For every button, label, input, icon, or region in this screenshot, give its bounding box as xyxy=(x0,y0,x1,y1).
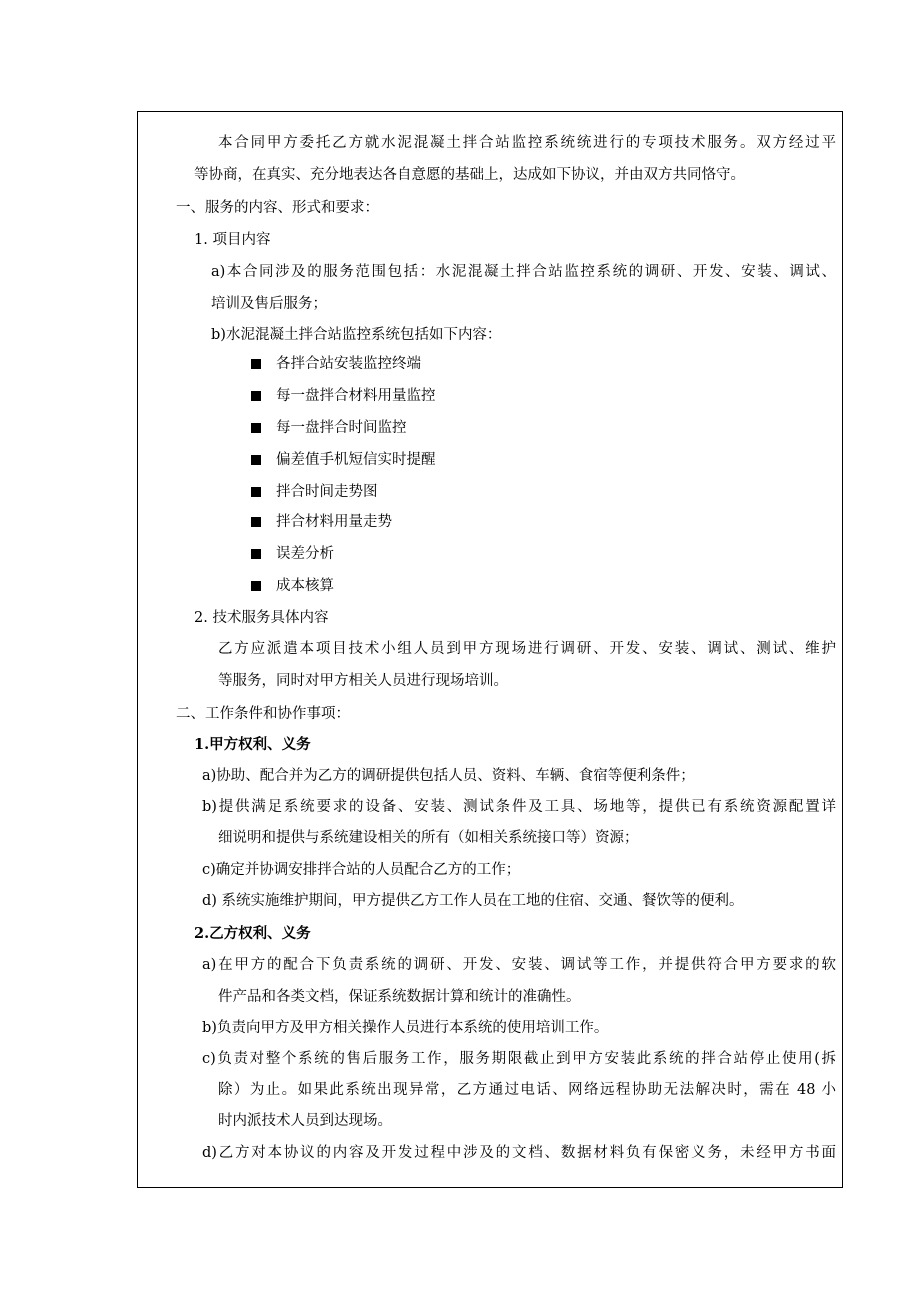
party-b-item-a-line-1: a)在甲方的配合下负责系统的调研、开发、安装、调试等工作，并提供符合甲方要求的软 xyxy=(202,957,836,973)
section-2-heading: 二、工作条件和协作事项： xyxy=(176,706,350,722)
bullet-item-6: 拌合材料用量走势 xyxy=(276,514,392,530)
party-a-item-a: a)协助、配合并为乙方的调研提供包括人员、资料、车辆、食宿等便利条件； xyxy=(202,768,695,784)
item-1-b: b)水泥混凝土拌合站监控系统包括如下内容： xyxy=(211,327,502,343)
item-1-a-line-2: 培训及售后服务； xyxy=(211,296,327,312)
square-bullet-icon xyxy=(251,517,261,527)
party-b-item-c-line-2: 除）为止。如果此系统出现异常，乙方通过电话、网络远程协助无法解决时，需在 48 小 xyxy=(218,1082,836,1098)
bullet-item-5: 拌合时间走势图 xyxy=(276,484,378,500)
party-b-item-c-line-1: c)负责对整个系统的售后服务工作，服务期限截止到甲方安装此系统的拌合站停止使用(拆 xyxy=(202,1051,836,1067)
bullet-item-8: 成本核算 xyxy=(276,578,334,594)
bullet-item-2: 每一盘拌合材料用量监控 xyxy=(276,388,436,404)
bullet-item-7: 误差分析 xyxy=(276,546,334,562)
item-1-title: 1. 项目内容 xyxy=(194,232,271,248)
party-b-title: 2.乙方权利、义务 xyxy=(194,925,311,942)
bullet-item-4: 偏差值手机短信实时提醒 xyxy=(276,452,436,468)
party-a-item-d: d) 系统实施维护期间，甲方提供乙方工作人员在工地的住宿、交通、餐饮等的便利。 xyxy=(202,893,744,909)
bullet-item-3: 每一盘拌合时间监控 xyxy=(276,420,407,436)
square-bullet-icon xyxy=(251,391,261,401)
square-bullet-icon xyxy=(251,581,261,591)
party-a-item-b-line-1: b)提供满足系统要求的设备、安装、测试条件及工具、场地等，提供已有系统资源配置详 xyxy=(202,799,836,815)
intro-line-2: 等协商，在真实、充分地表达各自意愿的基础上，达成如下协议，并由双方共同恪守。 xyxy=(194,167,745,183)
party-a-item-c: c)确定并协调安排拌合站的人员配合乙方的工作； xyxy=(202,862,521,878)
party-b-item-c-line-3: 时内派技术人员到达现场。 xyxy=(218,1113,392,1129)
square-bullet-icon xyxy=(251,487,261,497)
item-1-a-line-1: a)本合同涉及的服务范围包括：水泥混凝土拌合站监控系统的调研、开发、安装、调试、 xyxy=(211,264,836,280)
party-b-item-b: b)负责向甲方及甲方相关操作人员进行本系统的使用培训工作。 xyxy=(202,1020,609,1036)
section-1-heading: 一、服务的内容、形式和要求： xyxy=(176,200,379,216)
party-a-title: 1.甲方权利、义务 xyxy=(194,736,311,753)
intro-line-1: 本合同甲方委托乙方就水泥混凝土拌合站监控系统统进行的专项技术服务。双方经过平 xyxy=(218,135,836,151)
bullet-item-1: 各拌合站安装监控终端 xyxy=(276,356,421,372)
square-bullet-icon xyxy=(251,359,261,369)
party-a-item-b-line-2: 细说明和提供与系统建设相关的所有（如相关系统接口等）资源； xyxy=(218,830,639,846)
square-bullet-icon xyxy=(251,455,261,465)
item-2-text-line-1: 乙方应派遣本项目技术小组人员到甲方现场进行调研、开发、安装、调试、测试、维护 xyxy=(218,641,836,657)
party-b-item-d: d)乙方对本协议的内容及开发过程中涉及的文档、数据材料负有保密义务，未经甲方书面 xyxy=(202,1145,836,1161)
square-bullet-icon xyxy=(251,549,261,559)
item-2-text-line-2: 等服务，同时对甲方相关人员进行现场培训。 xyxy=(218,673,508,689)
party-b-item-a-line-2: 件产品和各类文档，保证系统数据计算和统计的准确性。 xyxy=(218,989,581,1005)
square-bullet-icon xyxy=(251,423,261,433)
item-2-title: 2. 技术服务具体内容 xyxy=(194,610,329,626)
